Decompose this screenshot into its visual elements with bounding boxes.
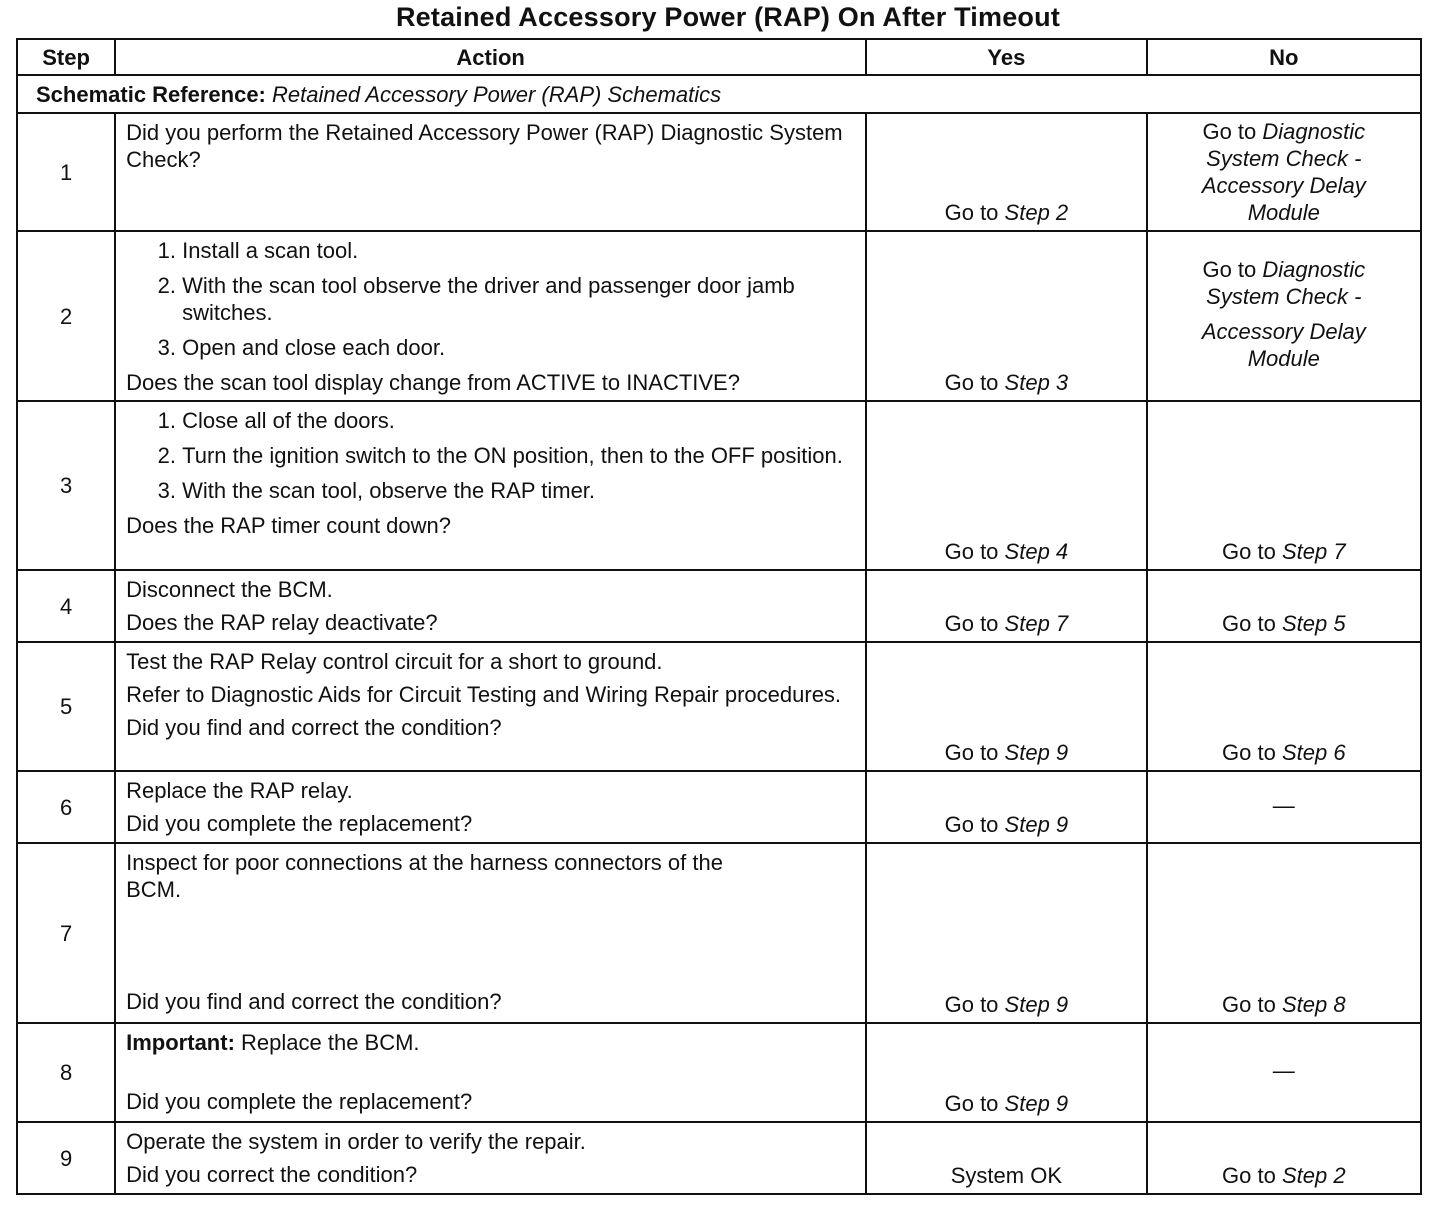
no-cell <box>1147 843 1421 1023</box>
go-to-text: Go to <box>1222 611 1276 636</box>
step-number: 9 <box>17 1122 115 1194</box>
yes-cell <box>866 113 1146 231</box>
no-link-line3[interactable]: Accessory Delay <box>1201 319 1366 344</box>
table-row <box>17 113 1421 231</box>
go-to-text: Go to <box>944 812 999 837</box>
no-link-line4[interactable]: Module <box>1247 200 1320 225</box>
step-number: 7 <box>17 843 115 1023</box>
go-to-text: Go to <box>944 992 999 1017</box>
yes-cell <box>866 401 1146 570</box>
schematic-reference-row <box>17 75 1421 113</box>
schematic-label: Schematic Reference: <box>36 81 266 107</box>
yes-cell <box>866 231 1146 401</box>
go-to-text: Go to <box>944 370 999 395</box>
action-text: Operate the system in order to verify the repair. <box>126 1129 586 1154</box>
list-item: 1. Install a scan tool. <box>182 237 857 264</box>
yes-cell <box>866 843 1146 1023</box>
action-question: Did you perform the Retained Accessory Power (RAP) Diagnostic System Check? <box>126 120 843 172</box>
no-link-line4[interactable]: Module <box>1247 346 1320 371</box>
header-no: No <box>1147 39 1421 75</box>
action-question: Did you correct the condition? <box>126 1162 418 1187</box>
no-link-line3[interactable]: Accessory Delay <box>1201 173 1366 198</box>
step-number: 1 <box>17 113 115 231</box>
go-to-text: Go to <box>944 200 999 225</box>
action-cell <box>115 113 866 231</box>
action-text: Replace the BCM. <box>241 1030 420 1055</box>
no-cell <box>1147 1122 1421 1194</box>
header-row <box>17 39 1421 75</box>
page-title: Retained Accessory Power (RAP) On After Timeout <box>395 2 1061 32</box>
go-to-text: Go to <box>1202 257 1257 282</box>
no-link-line1[interactable]: Diagnostic <box>1262 257 1366 282</box>
yes-cell <box>866 1122 1146 1194</box>
step-number: 4 <box>17 570 115 642</box>
go-to-text: Go to <box>944 539 999 564</box>
schematic-reference <box>17 75 1421 113</box>
list-item: 3. Open and close each door. <box>182 334 857 361</box>
no-dash: — <box>1272 1058 1295 1083</box>
yes-step-link[interactable]: Step 4 <box>1004 539 1069 564</box>
yes-step-link[interactable]: Step 9 <box>1004 812 1069 837</box>
yes-cell <box>866 771 1146 843</box>
diagnostic-table <box>16 38 1422 1195</box>
no-cell <box>1147 570 1421 642</box>
no-step-link[interactable]: Step 8 <box>1281 992 1346 1017</box>
action-cell <box>115 771 866 843</box>
yes-step-link[interactable]: Step 3 <box>1004 370 1069 395</box>
list-item: 1. Close all of the doors. <box>182 407 857 434</box>
no-link-line2[interactable]: System Check - <box>1206 284 1362 309</box>
action-text: Refer to Diagnostic Aids for Circuit Testing and Wiring Repair procedures. <box>126 682 842 707</box>
action-question: Did you complete the replacement? <box>126 1089 473 1114</box>
procedure-list <box>126 407 857 504</box>
no-cell <box>1147 642 1421 771</box>
table-row <box>17 771 1421 843</box>
no-cell <box>1147 401 1421 570</box>
no-cell <box>1147 113 1421 231</box>
list-item: 2. With the scan tool observe the driver and passenger door jamb switches. <box>182 272 857 326</box>
action-cell <box>115 231 866 401</box>
action-question: Did you complete the replacement? <box>126 811 473 836</box>
step-number: 5 <box>17 642 115 771</box>
action-question: Did you find and correct the condition? <box>126 715 502 740</box>
yes-step-link[interactable]: Step 9 <box>1004 1091 1069 1116</box>
header-yes: Yes <box>866 39 1146 75</box>
action-cell <box>115 642 866 771</box>
yes-step-link[interactable]: Step 7 <box>1004 611 1069 636</box>
go-to-text: Go to <box>1222 539 1276 564</box>
step-number: 6 <box>17 771 115 843</box>
table-row <box>17 642 1421 771</box>
table-row <box>17 231 1421 401</box>
action-text: Inspect for poor connections at the harness connectors of the BCM. <box>126 850 723 902</box>
action-cell <box>115 843 866 1023</box>
action-text: Disconnect the BCM. <box>126 577 333 602</box>
no-dash: — <box>1272 792 1295 818</box>
step-number: 3 <box>17 401 115 570</box>
yes-step-link[interactable]: Step 2 <box>1004 200 1069 225</box>
table-row <box>17 401 1421 570</box>
no-cell <box>1147 1023 1421 1122</box>
go-to-text: Go to <box>1222 740 1276 765</box>
table-row <box>17 570 1421 642</box>
go-to-text: Go to <box>1222 992 1276 1017</box>
yes-cell <box>866 1023 1146 1122</box>
list-item: 3. With the scan tool, observe the RAP timer. <box>182 477 857 504</box>
no-step-link[interactable]: Step 7 <box>1281 539 1346 564</box>
table-row <box>17 1023 1421 1122</box>
action-question: Does the scan tool display change from ACTIVE to INACTIVE? <box>126 370 740 395</box>
action-cell <box>115 1023 866 1122</box>
procedure-list <box>126 237 857 361</box>
no-step-link[interactable]: Step 2 <box>1281 1163 1346 1188</box>
yes-cell <box>866 570 1146 642</box>
action-question: Does the RAP relay deactivate? <box>126 610 438 635</box>
no-step-link[interactable]: Step 5 <box>1281 611 1346 636</box>
go-to-text: Go to <box>944 611 999 636</box>
no-cell <box>1147 231 1421 401</box>
header-step: Step <box>17 39 115 75</box>
important-label: Important: <box>126 1030 235 1055</box>
action-cell <box>115 570 866 642</box>
no-link-line1[interactable]: Diagnostic <box>1262 119 1366 144</box>
no-cell <box>1147 771 1421 843</box>
yes-cell <box>866 642 1146 771</box>
schematic-link[interactable]: Retained Accessory Power (RAP) Schematics <box>272 81 722 107</box>
yes-result: System OK <box>950 1163 1062 1188</box>
go-to-text: Go to <box>1202 119 1257 144</box>
action-cell <box>115 1122 866 1194</box>
header-action: Action <box>115 39 866 75</box>
go-to-text: Go to <box>944 1091 999 1116</box>
no-step-link[interactable]: Step 6 <box>1281 740 1346 765</box>
step-number: 8 <box>17 1023 115 1122</box>
table-row <box>17 843 1421 1023</box>
yes-step-link[interactable]: Step 9 <box>1004 992 1069 1017</box>
step-number: 2 <box>17 231 115 401</box>
no-link-line2[interactable]: System Check - <box>1206 146 1362 171</box>
action-cell <box>115 401 866 570</box>
action-question: Does the RAP timer count down? <box>126 513 452 538</box>
action-question: Did you find and correct the condition? <box>126 989 502 1014</box>
table-row <box>17 1122 1421 1194</box>
go-to-text: Go to <box>944 740 999 765</box>
action-text: Test the RAP Relay control circuit for a short to ground. <box>126 649 663 674</box>
go-to-text: Go to <box>1222 1163 1276 1188</box>
action-text: Replace the RAP relay. <box>126 778 353 803</box>
list-item: 2. Turn the ignition switch to the ON position, then to the OFF position. <box>182 442 857 469</box>
yes-step-link[interactable]: Step 9 <box>1004 740 1069 765</box>
